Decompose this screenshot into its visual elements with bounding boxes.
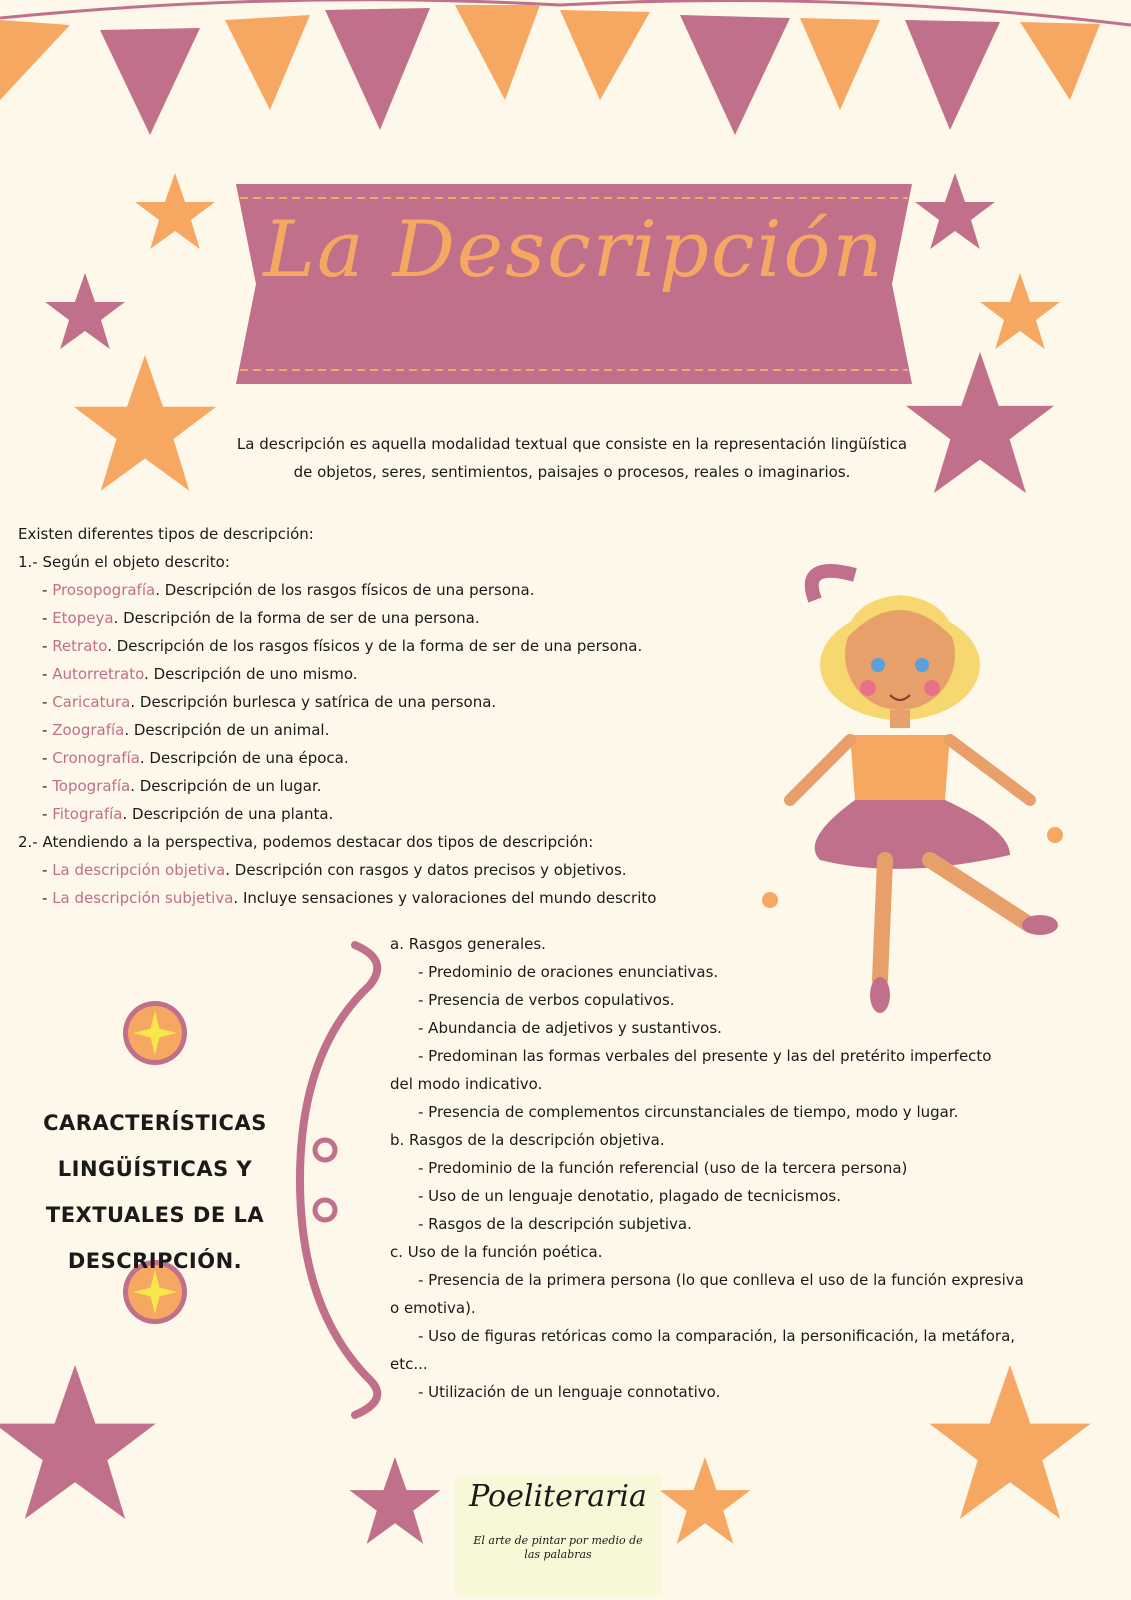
side-title-line: CARACTERÍSTICAS <box>43 1111 267 1135</box>
type-definition: . Incluye sensaciones y valoraciones del mundo descrito <box>233 889 657 907</box>
description-type-item: - Prosopografía. Descripción de los rasgos físicos de una persona. <box>42 581 535 599</box>
feature-line: - Abundancia de adjetivos y sustantivos. <box>418 1019 722 1037</box>
type-definition: . Descripción de la forma de ser de una persona. <box>113 609 480 627</box>
feature-line: - Predominan las formas verbales del presente y las del pretérito imperfecto <box>418 1047 992 1065</box>
type-definition: . Descripción de los rasgos físicos de una persona. <box>155 581 535 599</box>
type-term: Autorretrato <box>52 665 145 683</box>
feature-line: - Presencia de verbos copulativos. <box>418 991 675 1009</box>
description-type-item: - La descripción objetiva. Descripción con rasgos y datos precisos y objetivos. <box>42 861 627 879</box>
description-type-item: - Topografía. Descripción de un lugar. <box>42 777 322 795</box>
type-definition: . Descripción de una planta. <box>122 805 334 823</box>
type-definition: . Descripción de un lugar. <box>130 777 322 795</box>
side-title-line: TEXTUALES DE LA <box>45 1203 265 1227</box>
description-type-item: - Etopeya. Descripción de la forma de ser de una persona. <box>42 609 480 627</box>
feature-line: b. Rasgos de la descripción objetiva. <box>390 1131 665 1149</box>
feature-line: - Uso de un lenguaje denotatio, plagado de tecnicismos. <box>418 1187 841 1205</box>
intro-paragraph: La descripción es aquella modalidad textual que consiste en la representación lingüística de objetos, seres, sentimientos, paisajes o procesos, reales o imaginarios. <box>236 435 908 481</box>
feature-line: - Predominio de oraciones enunciativas. <box>418 963 719 981</box>
feature-line: - Presencia de la primera persona (lo que conlleva el uso de la función expresiva <box>418 1271 1024 1289</box>
type-term: Etopeya <box>52 609 114 627</box>
feature-line: - Uso de figuras retóricas como la comparación, la personificación, la metáfora, <box>418 1327 1016 1345</box>
type-definition: . Descripción de uno mismo. <box>144 665 358 683</box>
type-term: Prosopografía <box>52 581 156 599</box>
description-type-item: - Cronografía. Descripción de una época. <box>42 749 349 767</box>
type-definition: . Descripción burlesca y satírica de una persona. <box>130 693 497 711</box>
feature-line: del modo indicativo. <box>390 1075 543 1093</box>
description-type-item: - Retrato. Descripción de los rasgos físicos y de la forma de ser de una persona. <box>42 637 643 655</box>
type-definition: . Descripción de los rasgos físicos y de la forma de ser de una persona. <box>107 637 643 655</box>
type-term: La descripción subjetiva <box>52 889 234 907</box>
page-title: La Descripción <box>263 205 885 295</box>
ballerina-illustration <box>762 571 1063 1013</box>
logo-tagline: las palabras <box>524 1548 592 1561</box>
type-term: Caricatura <box>52 693 131 711</box>
poeliteraria-logo <box>455 1475 661 1595</box>
side-title-line: LINGÜÍSTICAS Y <box>57 1157 253 1181</box>
type-term: Cronografía <box>52 749 140 767</box>
feature-line: - Predominio de la función referencial (uso de la tercera persona) <box>418 1159 908 1177</box>
feature-line: a. Rasgos generales. <box>390 935 546 953</box>
feature-line: o emotiva). <box>390 1299 476 1317</box>
description-type-item: - Autorretrato. Descripción de uno mismo. <box>42 665 358 683</box>
type-definition: . Descripción con rasgos y datos precisos y objetivos. <box>225 861 627 879</box>
feature-line: - Presencia de complementos circunstanciales de tiempo, modo y lugar. <box>418 1103 959 1121</box>
feature-line: - Rasgos de la descripción subjetiva. <box>418 1215 692 1233</box>
description-type-item: - Caricatura. Descripción burlesca y satírica de una persona. <box>42 693 497 711</box>
types-heading: Existen diferentes tipos de descripción: <box>18 525 314 543</box>
section2-heading: 2.- Atendiendo a la perspectiva, podemos destacar dos tipos de descripción: <box>18 833 594 851</box>
feature-line: c. Uso de la función poética. <box>390 1243 603 1261</box>
type-term: La descripción objetiva <box>52 861 226 879</box>
type-term: Zoografía <box>52 721 125 739</box>
logo-tagline: El arte de pintar por medio de <box>473 1534 643 1547</box>
logo-name: Poeliteraria <box>469 1479 647 1514</box>
type-term: Fitografía <box>52 805 123 823</box>
feature-line: - Utilización de un lenguaje connotativo. <box>418 1383 721 1401</box>
bunting <box>0 0 1131 135</box>
type-term: Topografía <box>52 777 131 795</box>
type-term: Retrato <box>52 637 108 655</box>
features-side-title <box>20 1100 290 1284</box>
type-definition: . Descripción de un animal. <box>124 721 330 739</box>
feature-line: etc... <box>390 1355 428 1373</box>
description-type-item: - La descripción subjetiva. Incluye sensaciones y valoraciones del mundo descrito <box>42 889 657 907</box>
section1-heading: 1.- Según el objeto descrito: <box>18 553 230 571</box>
type-definition: . Descripción de una época. <box>139 749 349 767</box>
description-type-item: - Fitografía. Descripción de una planta. <box>42 805 334 823</box>
scroll-flourish <box>300 945 377 1415</box>
side-title-line: DESCRIPCIÓN. <box>67 1249 243 1273</box>
description-type-item: - Zoografía. Descripción de un animal. <box>42 721 330 739</box>
